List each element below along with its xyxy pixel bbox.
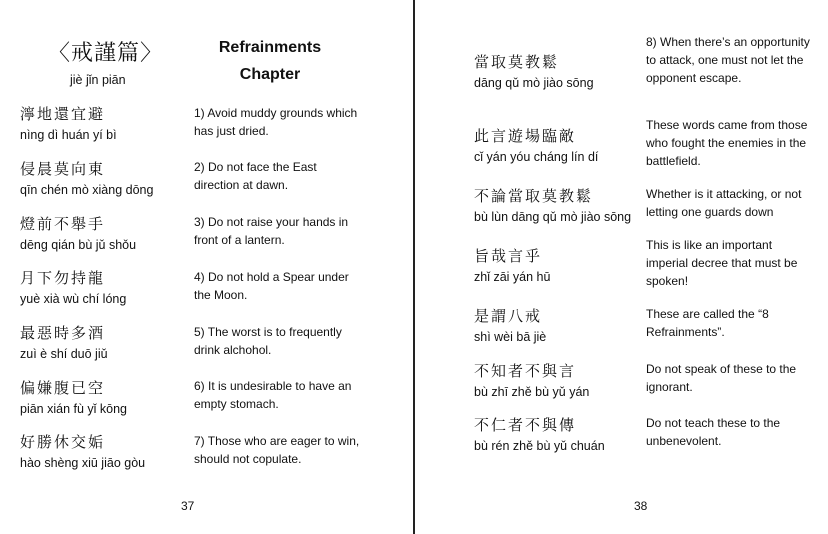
row-pinyin: bù rén zhě bù yǔ chuán <box>474 439 605 453</box>
row-chinese: 不論當取莫教鬆 <box>474 187 594 205</box>
row-english: 6) It is undesirable to have an empty stomach. <box>194 379 352 411</box>
row-pinyin: qīn chén mò xiàng dōng <box>20 183 154 197</box>
row-chinese: 當取莫教鬆 <box>474 53 560 71</box>
row-pinyin: yuè xià wù chí lóng <box>20 292 127 306</box>
row-chinese: 最惡時多酒 <box>20 324 106 342</box>
row-pinyin: piān xián fù yǐ kōng <box>20 402 128 416</box>
row-english: This is like an important imperial decree that must be spoken! <box>646 238 798 288</box>
row-chinese: 不知者不與言 <box>474 362 577 380</box>
chapter-title-english-line1: Refrainments <box>218 39 322 56</box>
row-chinese: 偏嫌腹已空 <box>20 379 106 397</box>
row-chinese: 侵晨莫向東 <box>20 160 106 178</box>
page-number: 37 <box>181 499 195 513</box>
row-chinese: 是謂八戒 <box>474 307 543 325</box>
row-pinyin: dēng qián bù jǔ shǒu <box>20 238 137 252</box>
chapter-title-chinese: 〈戒謹篇〉 <box>48 41 164 66</box>
row-pinyin: shì wèi bā jiè <box>474 330 547 344</box>
row-chinese: 月下勿持龍 <box>20 269 106 287</box>
chapter-title-pinyin: jiè jǐn piān <box>70 73 126 87</box>
row-chinese: 濘地還宜避 <box>20 105 106 123</box>
row-pinyin: dāng qǔ mò jiào sōng <box>474 76 594 90</box>
row-english: Do not speak of these to the ignorant. <box>646 362 797 394</box>
row-english: 7) Those who are eager to win, should not copulate. <box>194 434 360 466</box>
row-english: 1) Avoid muddy grounds which has just dried. <box>194 106 358 138</box>
row-pinyin: nìng dì huán yí bì <box>20 128 117 142</box>
row-english: These words came from those who fought the enemies in the battlefield. <box>646 118 808 168</box>
page-number: 38 <box>634 499 648 513</box>
row-english: 2) Do not face the East direction at dawn. <box>194 160 317 192</box>
row-english: Whether is it attacking, or not letting one guards down <box>646 187 802 219</box>
row-pinyin: bù lùn dāng qǔ mò jiào sōng <box>474 210 632 224</box>
row-pinyin: hào shèng xiū jiāo gòu <box>20 456 146 470</box>
row-english: 4) Do not hold a Spear under the Moon. <box>194 270 349 302</box>
row-chinese: 不仁者不與傳 <box>474 416 577 434</box>
row-english: These are called the “8 Refrainments”. <box>646 307 769 339</box>
chapter-title-english <box>205 34 335 88</box>
row-english: Do not teach these to the unbenevolent. <box>646 416 781 448</box>
row-english: 3) Do not raise your hands in front of a lantern. <box>194 215 349 247</box>
chapter-title-english-line2: Chapter <box>239 66 301 83</box>
row-pinyin: zuì è shí duō jiǔ <box>20 347 108 361</box>
row-english: 5) The worst is to frequently drink alchohol. <box>194 325 342 357</box>
row-chinese: 此言遊場臨敵 <box>474 127 577 145</box>
row-pinyin: cǐ yán yóu cháng lín dí <box>474 150 599 164</box>
row-chinese: 燈前不舉手 <box>20 215 106 233</box>
row-pinyin: zhǐ zāi yán hū <box>474 270 551 284</box>
row-english: 8) When there’s an opportunity to attack, one must not let the opponent escape. <box>646 35 810 85</box>
row-chinese: 旨哉言乎 <box>474 247 543 265</box>
row-chinese: 好勝休交姤 <box>20 433 106 451</box>
row-pinyin: bù zhī zhě bù yǔ yán <box>474 385 590 399</box>
right-page <box>416 0 828 534</box>
